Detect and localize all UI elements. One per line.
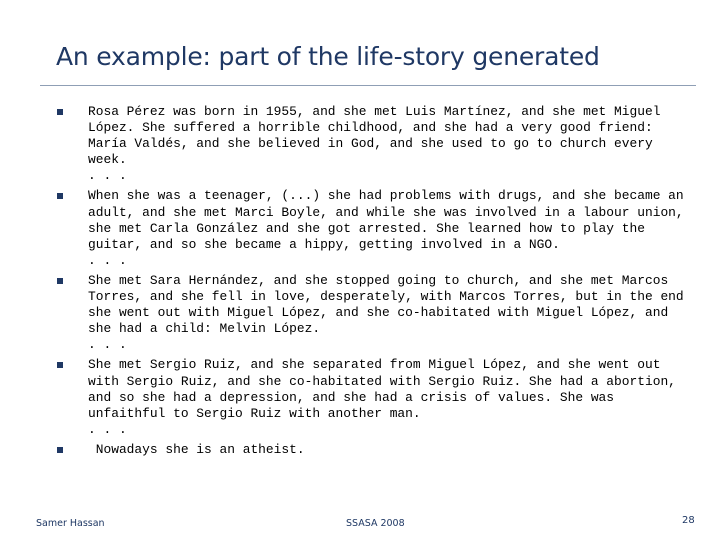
square-bullet-icon xyxy=(57,447,63,453)
bullet-item xyxy=(56,357,696,437)
slide-title: An example: part of the life-story generated xyxy=(56,42,600,71)
bullet-item xyxy=(56,104,696,184)
square-bullet-icon xyxy=(57,193,63,199)
footer-author: Samer Hassan xyxy=(36,518,105,529)
square-bullet-icon xyxy=(57,109,63,115)
ellipsis: . . . xyxy=(88,337,127,353)
square-bullet-icon xyxy=(57,362,63,368)
ellipsis: . . . xyxy=(88,168,127,184)
bullet-text: She met Sergio Ruiz, and she separated from Miguel López, and she went out with Sergio Ruiz, and she co-habitated with Sergio Ruiz. She had a abortion, and so she had a depression, and she had a crisis of values. She was unfaithful to Sergio Ruiz with another man. xyxy=(88,357,676,421)
bullet-list xyxy=(56,104,696,462)
bullet-text: Nowadays she is an atheist. xyxy=(88,441,305,457)
bullet-text: She met Sara Hernández, and she stopped going to church, and she met Marcos Torres, and she fell in love, desperately, with Marcos Torres, but in the end she went out with Miguel López, and she co-habitated with Miguel López, and she had a child: Melvin López. xyxy=(88,272,684,337)
square-bullet-icon xyxy=(57,278,63,284)
ellipsis: . . . xyxy=(88,421,127,437)
bullet-item xyxy=(56,188,696,268)
footer-event: SSASA 2008 xyxy=(346,518,405,529)
bullet-item xyxy=(56,273,696,353)
page-number: 28 xyxy=(682,515,695,526)
bullet-item xyxy=(56,442,696,458)
bullet-text: When she was a teenager, (...) she had problems with drugs, and she became an adult, and she met Marci Boyle, and while she was involved in a labour union, she met Carla González and she got arrested. She learned how to play the guitar, and so she became a hippy, getting involved in a NGO. xyxy=(88,188,684,252)
title-divider xyxy=(40,85,696,86)
ellipsis: . . . xyxy=(88,252,127,268)
bullet-text: Rosa Pérez was born in 1955, and she met Luis Martínez, and she met Miguel López. She suffered a horrible childhood, and she had a very good friend: María Valdés, and she believed in God, and she used to go to church every week. xyxy=(88,104,661,168)
